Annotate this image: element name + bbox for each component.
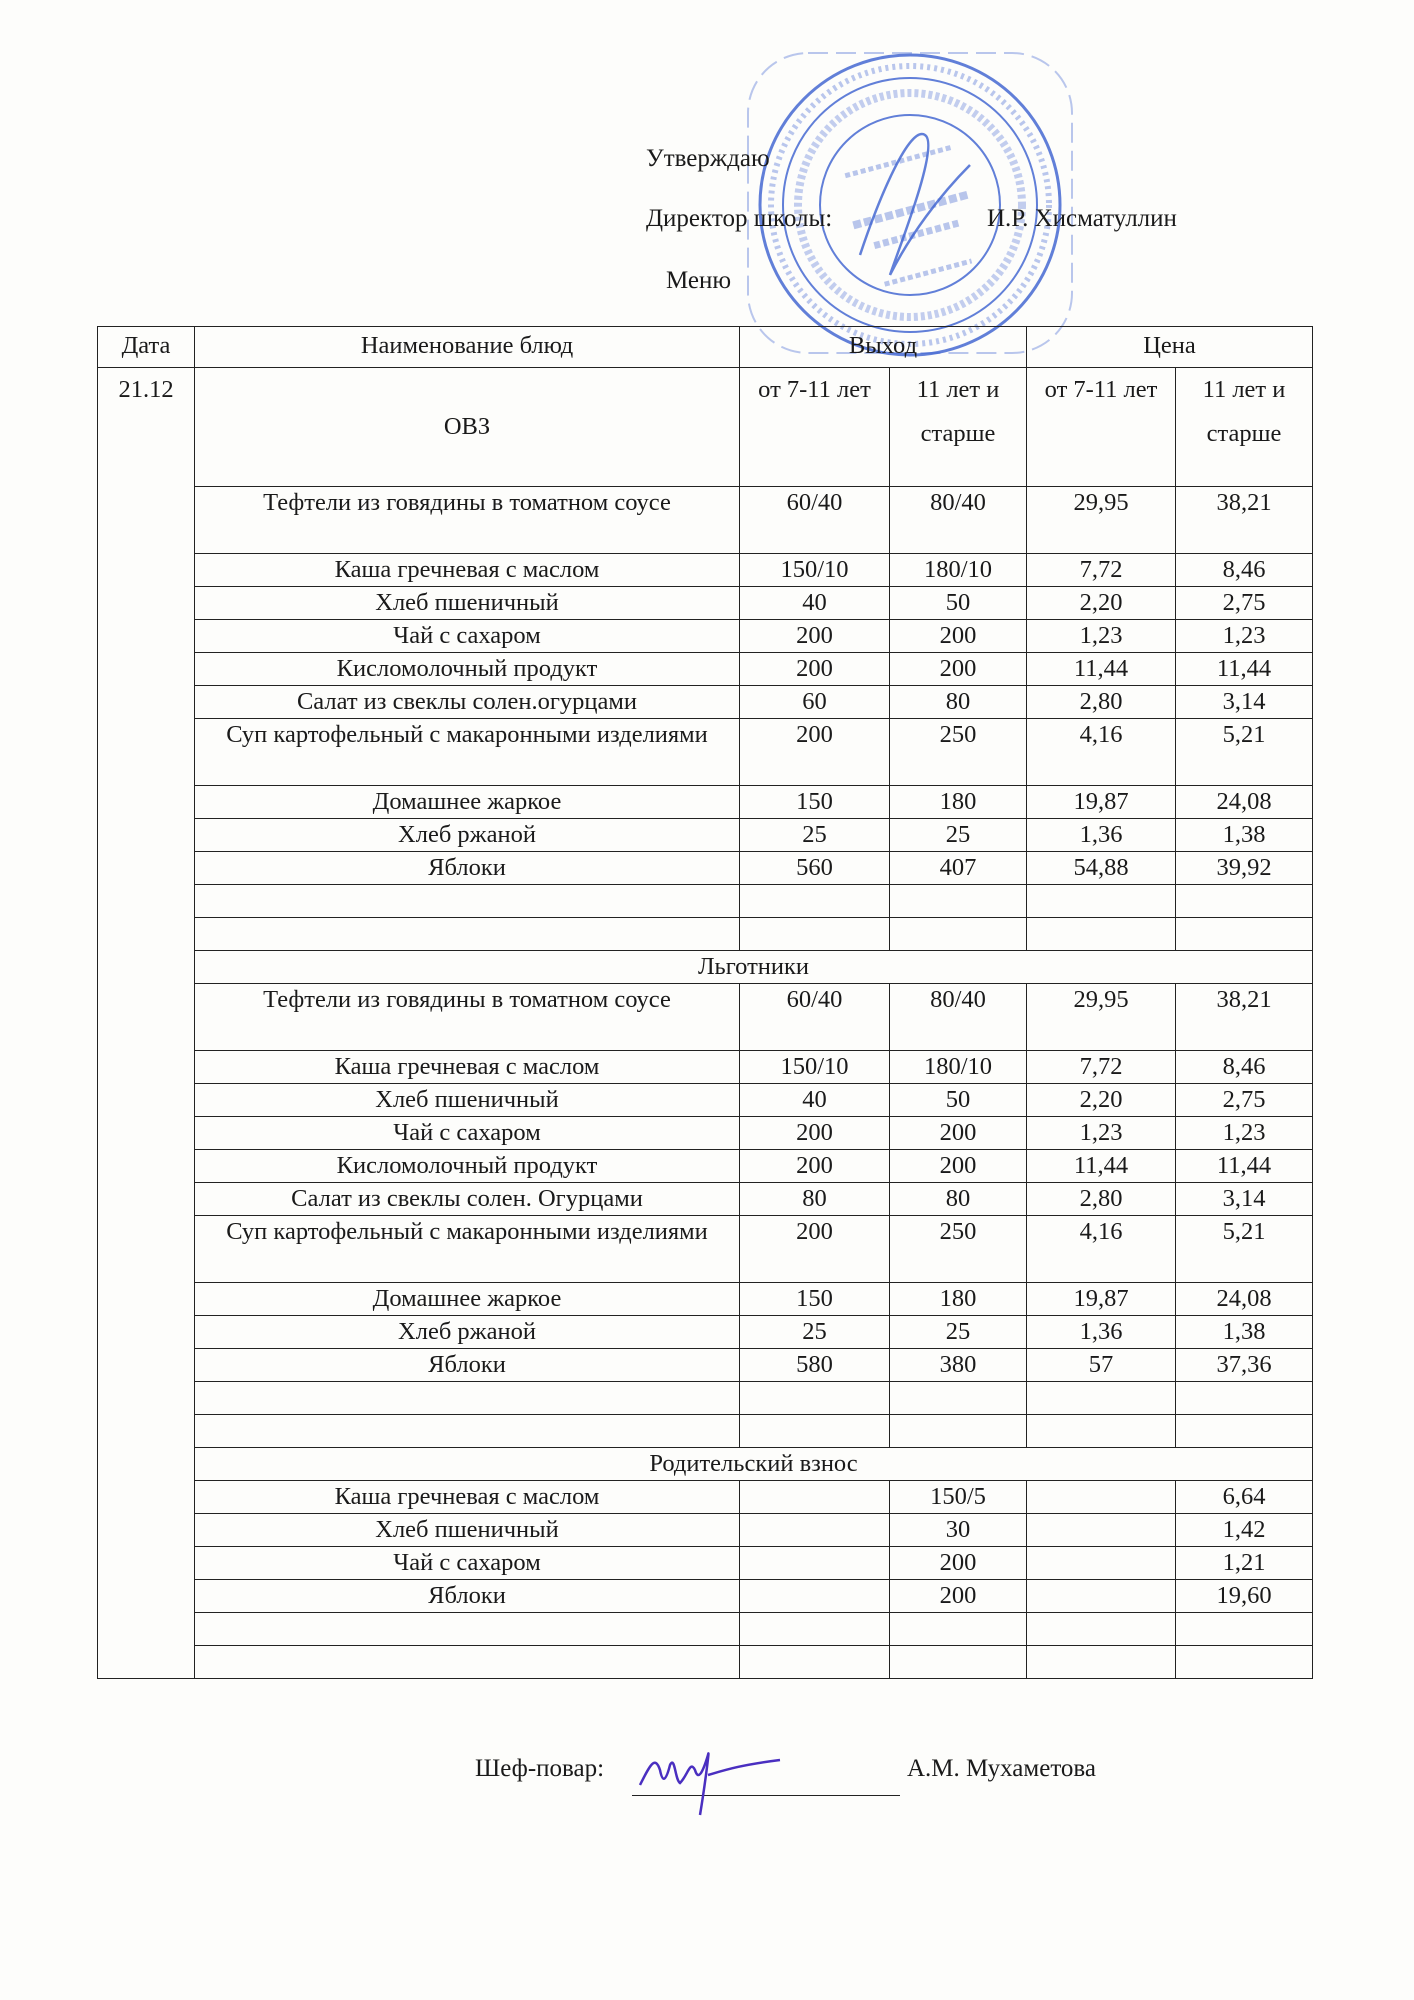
- yield-7-11: 580: [740, 1349, 890, 1382]
- price-7-11: 7,72: [1027, 554, 1176, 587]
- empty-cell: [740, 918, 890, 951]
- yield-7-11: [740, 1514, 890, 1547]
- yield-11-plus: 407: [890, 852, 1027, 885]
- dish-name: Салат из свеклы солен.огурцами: [195, 686, 740, 719]
- director-label: Директор школы:: [646, 205, 833, 232]
- yield-11-plus: 80/40: [890, 984, 1027, 1051]
- empty-cell: [1176, 1646, 1313, 1679]
- yield-7-11: [740, 1580, 890, 1613]
- section-title: Родительский взнос: [195, 1448, 1313, 1481]
- price-7-11: 1,23: [1027, 620, 1176, 653]
- price-7-11: 54,88: [1027, 852, 1176, 885]
- price-11-plus: 2,75: [1176, 587, 1313, 620]
- table-header-row: [98, 327, 1313, 368]
- price-7-11: 29,95: [1027, 487, 1176, 554]
- price-7-11: 2,80: [1027, 1183, 1176, 1216]
- table-row: [98, 620, 1313, 653]
- price-7-11: 19,87: [1027, 1283, 1176, 1316]
- price-7-11: 1,23: [1027, 1117, 1176, 1150]
- yield-7-11: 80: [740, 1183, 890, 1216]
- yield-7-11: 40: [740, 1084, 890, 1117]
- price-11-plus: 11,44: [1176, 1150, 1313, 1183]
- dish-name: Каша гречневая с маслом: [195, 554, 740, 587]
- section-row: [98, 1448, 1313, 1481]
- empty-cell: [1027, 1646, 1176, 1679]
- empty-row: [98, 918, 1313, 951]
- dish-name: Чай с сахаром: [195, 620, 740, 653]
- yield-11-plus: 200: [890, 1547, 1027, 1580]
- yield-11-plus: 25: [890, 819, 1027, 852]
- dish-name: Суп картофельный с макаронными изделиями: [195, 719, 740, 786]
- empty-cell: [740, 1415, 890, 1448]
- yield-7-11: 560: [740, 852, 890, 885]
- price-11-plus: 19,60: [1176, 1580, 1313, 1613]
- table-row: [98, 984, 1313, 1051]
- price-11-plus: 1,23: [1176, 620, 1313, 653]
- empty-cell: [740, 885, 890, 918]
- yield-7-11: [740, 1481, 890, 1514]
- price-11-plus: 5,21: [1176, 1216, 1313, 1283]
- chef-signature: [630, 1725, 790, 1825]
- yield-7-11: 200: [740, 719, 890, 786]
- yield-11-plus: 50: [890, 1084, 1027, 1117]
- dish-name: Хлеб пшеничный: [195, 1514, 740, 1547]
- yield-7-11: 60/40: [740, 487, 890, 554]
- yield-7-11: 200: [740, 1150, 890, 1183]
- empty-row: [98, 1382, 1313, 1415]
- price-7-11: [1027, 1514, 1176, 1547]
- price-7-11: [1027, 1481, 1176, 1514]
- yield-11-plus: 180/10: [890, 554, 1027, 587]
- empty-cell: [1027, 1613, 1176, 1646]
- yield-11-plus: 30: [890, 1514, 1027, 1547]
- price-7-11: 11,44: [1027, 653, 1176, 686]
- age-group-header: от 7-11 лет: [740, 368, 890, 487]
- table-row: [98, 1084, 1313, 1117]
- dish-name: Чай с сахаром: [195, 1547, 740, 1580]
- price-11-plus: 8,46: [1176, 1051, 1313, 1084]
- table-row: [98, 1316, 1313, 1349]
- price-11-plus: 2,75: [1176, 1084, 1313, 1117]
- yield-7-11: 200: [740, 1117, 890, 1150]
- chef-name: А.М. Мухаметова: [907, 1755, 1096, 1782]
- yield-11-plus: 50: [890, 587, 1027, 620]
- empty-cell: [890, 1613, 1027, 1646]
- yield-11-plus: 200: [890, 1150, 1027, 1183]
- section-row: [98, 951, 1313, 984]
- price-11-plus: 24,08: [1176, 786, 1313, 819]
- empty-cell: [1027, 1415, 1176, 1448]
- empty-cell: [740, 1646, 890, 1679]
- empty-cell: [1176, 1613, 1313, 1646]
- empty-cell: [740, 1382, 890, 1415]
- empty-cell: [890, 885, 1027, 918]
- yield-7-11: 200: [740, 620, 890, 653]
- header-date: Дата: [98, 327, 195, 368]
- table-row: [98, 487, 1313, 554]
- price-11-plus: 3,14: [1176, 1183, 1313, 1216]
- yield-11-plus: 200: [890, 653, 1027, 686]
- dish-name: Кисломолочный продукт: [195, 653, 740, 686]
- price-7-11: 4,16: [1027, 719, 1176, 786]
- yield-7-11: 60: [740, 686, 890, 719]
- dish-name: Каша гречневая с маслом: [195, 1481, 740, 1514]
- empty-cell: [1176, 918, 1313, 951]
- dish-name: Яблоки: [195, 1349, 740, 1382]
- age-group-header: от 7-11 лет: [1027, 368, 1176, 487]
- empty-cell: [195, 1382, 740, 1415]
- approve-label: Утверждаю: [646, 145, 770, 172]
- table-row: [98, 1183, 1313, 1216]
- dish-name: Домашнее жаркое: [195, 1283, 740, 1316]
- price-11-plus: 39,92: [1176, 852, 1313, 885]
- menu-title: Меню: [666, 267, 732, 294]
- yield-7-11: 40: [740, 587, 890, 620]
- empty-cell: [1176, 1415, 1313, 1448]
- empty-row: [98, 1415, 1313, 1448]
- empty-cell: [890, 918, 1027, 951]
- empty-cell: [195, 1415, 740, 1448]
- table-row: [98, 1481, 1313, 1514]
- yield-7-11: 150/10: [740, 1051, 890, 1084]
- yield-11-plus: 200: [890, 620, 1027, 653]
- price-7-11: 7,72: [1027, 1051, 1176, 1084]
- table-row: [98, 1349, 1313, 1382]
- dish-name: Тефтели из говядины в томатном соусе: [195, 487, 740, 554]
- yield-7-11: 150: [740, 786, 890, 819]
- price-11-plus: 38,21: [1176, 487, 1313, 554]
- subheader-row: [98, 368, 1313, 487]
- empty-cell: [890, 1382, 1027, 1415]
- dish-name: Чай с сахаром: [195, 1117, 740, 1150]
- yield-7-11: 25: [740, 819, 890, 852]
- age-group-header: 11 лет и старше: [890, 368, 1027, 487]
- yield-11-plus: 180: [890, 1283, 1027, 1316]
- table-row: [98, 1547, 1313, 1580]
- table-row: [98, 819, 1313, 852]
- yield-11-plus: 250: [890, 719, 1027, 786]
- empty-cell: [1176, 885, 1313, 918]
- price-11-plus: 24,08: [1176, 1283, 1313, 1316]
- price-11-plus: 1,42: [1176, 1514, 1313, 1547]
- yield-11-plus: 180: [890, 786, 1027, 819]
- empty-cell: [195, 1613, 740, 1646]
- price-7-11: 2,80: [1027, 686, 1176, 719]
- dish-name: Хлеб ржаной: [195, 819, 740, 852]
- yield-7-11: 150/10: [740, 554, 890, 587]
- empty-cell: [195, 1646, 740, 1679]
- yield-11-plus: 80: [890, 1183, 1027, 1216]
- yield-11-plus: 250: [890, 1216, 1027, 1283]
- price-7-11: 2,20: [1027, 587, 1176, 620]
- dish-name: Яблоки: [195, 1580, 740, 1613]
- director-name: И.Р. Хисматуллин: [987, 205, 1177, 232]
- dish-name: Хлеб пшеничный: [195, 1084, 740, 1117]
- dish-name: Каша гречневая с маслом: [195, 1051, 740, 1084]
- yield-11-plus: 80: [890, 686, 1027, 719]
- price-11-plus: 8,46: [1176, 554, 1313, 587]
- empty-cell: [1027, 1382, 1176, 1415]
- table-row: [98, 1580, 1313, 1613]
- price-7-11: 1,36: [1027, 1316, 1176, 1349]
- empty-cell: [195, 918, 740, 951]
- price-11-plus: 1,38: [1176, 819, 1313, 852]
- yield-11-plus: 180/10: [890, 1051, 1027, 1084]
- empty-row: [98, 885, 1313, 918]
- empty-cell: [195, 885, 740, 918]
- yield-7-11: 200: [740, 653, 890, 686]
- chef-label: Шеф-повар:: [475, 1755, 605, 1782]
- price-7-11: 1,36: [1027, 819, 1176, 852]
- table-row: [98, 852, 1313, 885]
- price-11-plus: 1,23: [1176, 1117, 1313, 1150]
- header-name: Наименование блюд: [195, 327, 740, 368]
- dish-name: Салат из свеклы солен. Огурцами: [195, 1183, 740, 1216]
- yield-11-plus: 200: [890, 1580, 1027, 1613]
- price-11-plus: 5,21: [1176, 719, 1313, 786]
- price-11-plus: 38,21: [1176, 984, 1313, 1051]
- table-row: [98, 1283, 1313, 1316]
- price-7-11: 57: [1027, 1349, 1176, 1382]
- price-11-plus: 6,64: [1176, 1481, 1313, 1514]
- yield-7-11: [740, 1547, 890, 1580]
- price-7-11: 2,20: [1027, 1084, 1176, 1117]
- yield-11-plus: 25: [890, 1316, 1027, 1349]
- empty-cell: [1027, 885, 1176, 918]
- price-7-11: 19,87: [1027, 786, 1176, 819]
- table-row: [98, 1117, 1313, 1150]
- menu-table: [97, 326, 1313, 1679]
- price-7-11: [1027, 1580, 1176, 1613]
- price-11-plus: 11,44: [1176, 653, 1313, 686]
- price-7-11: 11,44: [1027, 1150, 1176, 1183]
- table-row: [98, 554, 1313, 587]
- table-row: [98, 786, 1313, 819]
- yield-7-11: 150: [740, 1283, 890, 1316]
- price-11-plus: 3,14: [1176, 686, 1313, 719]
- section-title: ОВЗ: [195, 368, 740, 487]
- dish-name: Суп картофельный с макаронными изделиями: [195, 1216, 740, 1283]
- dish-name: Кисломолочный продукт: [195, 1150, 740, 1183]
- date-cell: 21.12: [98, 368, 195, 1679]
- table-row: [98, 1051, 1313, 1084]
- yield-11-plus: 80/40: [890, 487, 1027, 554]
- dish-name: Тефтели из говядины в томатном соусе: [195, 984, 740, 1051]
- price-7-11: [1027, 1547, 1176, 1580]
- yield-11-plus: 150/5: [890, 1481, 1027, 1514]
- yield-7-11: 60/40: [740, 984, 890, 1051]
- age-group-header: 11 лет и старше: [1176, 368, 1313, 487]
- dish-name: Хлеб ржаной: [195, 1316, 740, 1349]
- empty-cell: [890, 1415, 1027, 1448]
- empty-cell: [890, 1646, 1027, 1679]
- price-11-plus: 1,21: [1176, 1547, 1313, 1580]
- empty-row: [98, 1646, 1313, 1679]
- dish-name: Хлеб пшеничный: [195, 587, 740, 620]
- table-row: [98, 653, 1313, 686]
- table-row: [98, 1150, 1313, 1183]
- yield-7-11: 200: [740, 1216, 890, 1283]
- table-row: [98, 1514, 1313, 1547]
- header-yield: Выход: [740, 327, 1027, 368]
- dish-name: Яблоки: [195, 852, 740, 885]
- empty-cell: [1176, 1382, 1313, 1415]
- dish-name: Домашнее жаркое: [195, 786, 740, 819]
- table-row: [98, 719, 1313, 786]
- table-row: [98, 587, 1313, 620]
- yield-11-plus: 380: [890, 1349, 1027, 1382]
- table-row: [98, 686, 1313, 719]
- yield-11-plus: 200: [890, 1117, 1027, 1150]
- table-row: [98, 1216, 1313, 1283]
- empty-cell: [1027, 918, 1176, 951]
- price-11-plus: 37,36: [1176, 1349, 1313, 1382]
- price-11-plus: 1,38: [1176, 1316, 1313, 1349]
- header-price: Цена: [1027, 327, 1313, 368]
- empty-row: [98, 1613, 1313, 1646]
- price-7-11: 29,95: [1027, 984, 1176, 1051]
- empty-cell: [740, 1613, 890, 1646]
- section-title: Льготники: [195, 951, 1313, 984]
- price-7-11: 4,16: [1027, 1216, 1176, 1283]
- yield-7-11: 25: [740, 1316, 890, 1349]
